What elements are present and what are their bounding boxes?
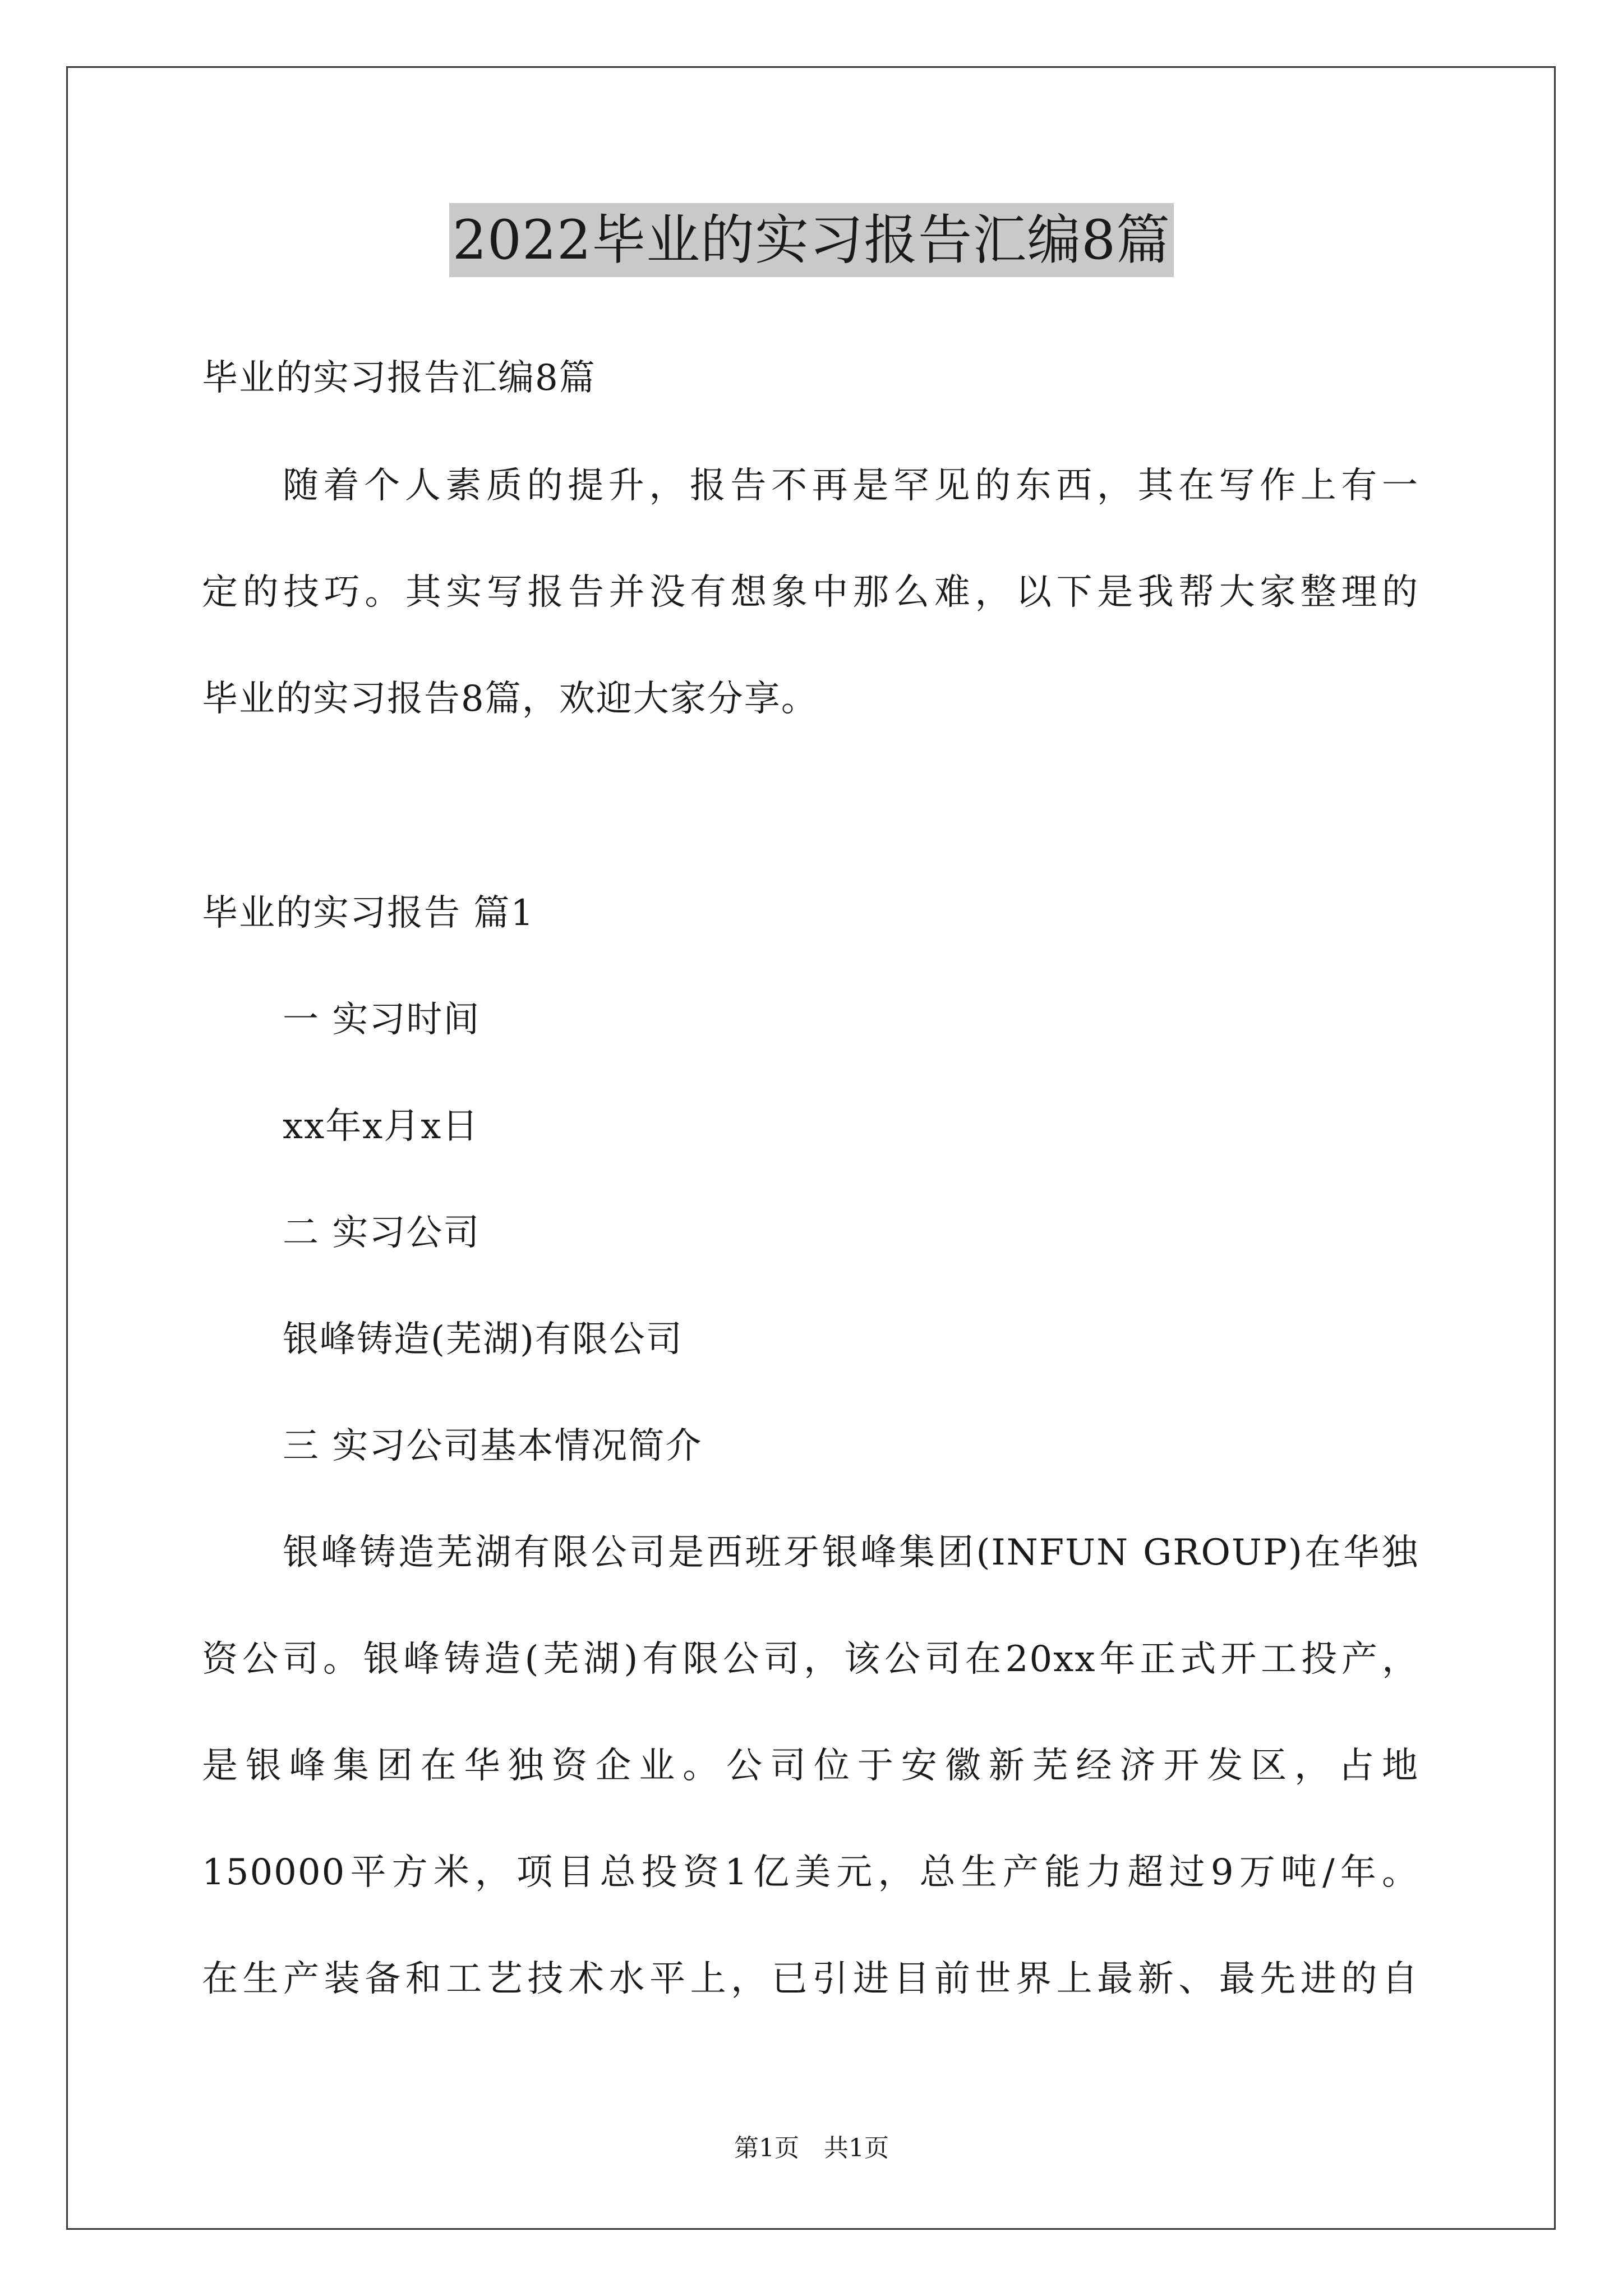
body-line-5: 在生产装备和工艺技术水平上，已引进目前世界上最新、最先进的自 (202, 1958, 1419, 2000)
intro-line-2: 定的技巧。其实写报告并没有想象中那么难，以下是我帮大家整理的 (202, 572, 1419, 613)
body-line-4: 150000平方米，项目总投资1亿美元，总生产能力超过9万吨/年。 (202, 1852, 1419, 1893)
item-internship-time-heading: 一 实习时间 (283, 999, 481, 1041)
document-title: 2022毕业的实习报告汇编8篇 (449, 203, 1174, 277)
body-line-3: 是银峰集团在华独资企业。公司位于安徽新芜经济开发区，占地 (202, 1745, 1419, 1787)
intro-line-1: 随着个人素质的提升，报告不再是罕见的东西，其在写作上有一 (283, 465, 1419, 507)
title-container (0, 203, 1623, 277)
intro-line-3: 毕业的实习报告8篇，欢迎大家分享。 (202, 678, 818, 720)
item-internship-date: xx年x月x日 (283, 1106, 479, 1147)
document-subtitle: 毕业的实习报告汇编8篇 (202, 357, 596, 399)
section-heading: 毕业的实习报告 篇1 (202, 892, 535, 934)
item-company-intro-heading: 三 实习公司基本情况简介 (283, 1425, 703, 1467)
page-footer: 第1页 共1页 (734, 2134, 889, 2162)
body-line-2: 资公司。银峰铸造(芜湖)有限公司，该公司在20xx年正式开工投产， (202, 1639, 1419, 1680)
body-line-1: 银峰铸造芜湖有限公司是西班牙银峰集团(INFUN GROUP)在华独 (283, 1532, 1419, 1573)
item-company-heading: 二 实习公司 (283, 1212, 481, 1254)
item-company-name: 银峰铸造(芜湖)有限公司 (283, 1319, 683, 1360)
